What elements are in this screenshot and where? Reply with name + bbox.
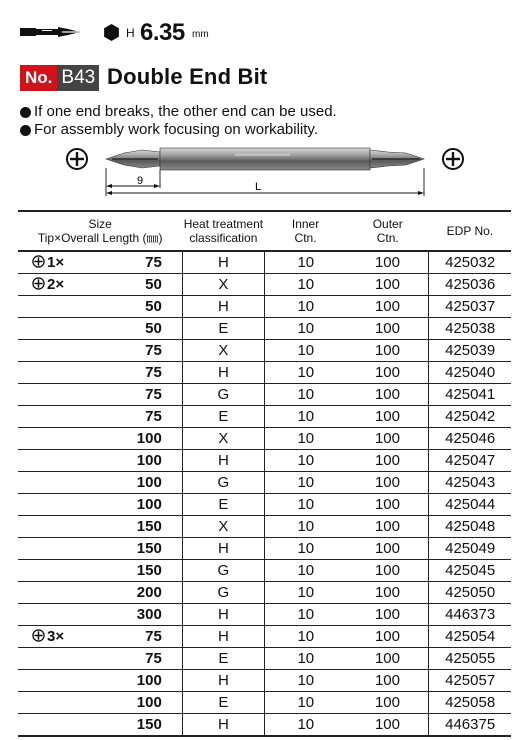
cell-inner: 10: [264, 692, 346, 714]
cell-length: 100: [100, 670, 182, 692]
cell-length: 300: [100, 604, 182, 626]
cell-heat: G: [182, 472, 264, 494]
cell-length: 75: [100, 362, 182, 384]
cell-tip: [18, 714, 100, 737]
cell-edp: 425044: [429, 494, 511, 516]
cell-tip: [18, 318, 100, 340]
cell-tip: [18, 362, 100, 384]
cell-outer: 100: [347, 516, 429, 538]
cell-length: 75: [100, 340, 182, 362]
table-row: [18, 472, 511, 494]
cell-length: 150: [100, 714, 182, 737]
product-title: Double End Bit: [107, 64, 268, 89]
cell-tip: [18, 450, 100, 472]
cell-inner: 10: [264, 494, 346, 516]
cell-length: 150: [100, 560, 182, 582]
tip-size: 1×: [47, 254, 65, 271]
cell-inner: 10: [264, 428, 346, 450]
cell-edp: 425032: [429, 251, 511, 274]
cell-heat: E: [182, 692, 264, 714]
table-row: [18, 714, 511, 737]
cell-inner: 10: [264, 274, 346, 296]
col-header-heat: [182, 211, 264, 251]
cell-edp: 425058: [429, 692, 511, 714]
cell-tip: [18, 494, 100, 516]
table-row: [18, 406, 511, 428]
cell-heat: H: [182, 670, 264, 692]
cell-outer: 100: [347, 251, 429, 274]
cell-edp: 425040: [429, 362, 511, 384]
cell-edp: 425038: [429, 318, 511, 340]
cell-tip: [18, 274, 100, 296]
table-row: [18, 560, 511, 582]
cell-length: 75: [100, 384, 182, 406]
cell-edp: 425046: [429, 428, 511, 450]
cell-heat: H: [182, 296, 264, 318]
dimension-short-label: 9: [136, 175, 144, 187]
feature-item: [20, 103, 337, 121]
cell-outer: 100: [347, 340, 429, 362]
cell-length: 75: [100, 251, 182, 274]
table-row: [18, 516, 511, 538]
cell-heat: H: [182, 714, 264, 737]
header: [0, 0, 525, 60]
cell-heat: X: [182, 516, 264, 538]
dimension-length-label: L: [254, 181, 262, 193]
cell-heat: X: [182, 428, 264, 450]
model-no-label: No.: [20, 65, 57, 91]
cell-inner: 10: [264, 714, 346, 737]
table-row: [18, 670, 511, 692]
model-badge: [20, 65, 99, 91]
cell-tip: [18, 538, 100, 560]
phillips-cross-icon: [67, 149, 87, 169]
double-bit-icon: [20, 24, 88, 40]
tip-size: 3×: [47, 628, 65, 645]
cell-tip: [18, 516, 100, 538]
tip-size: 2×: [47, 276, 65, 293]
cell-outer: 100: [347, 450, 429, 472]
cell-inner: 10: [264, 472, 346, 494]
cell-tip: [18, 340, 100, 362]
cell-outer: 100: [347, 472, 429, 494]
cell-inner: 10: [264, 450, 346, 472]
hex-letter: H: [126, 26, 135, 40]
cell-edp: 425039: [429, 340, 511, 362]
cell-edp: 425043: [429, 472, 511, 494]
feature-list: [20, 103, 337, 139]
table-header-row: [18, 211, 511, 251]
cell-inner: 10: [264, 340, 346, 362]
cell-tip: [18, 692, 100, 714]
cell-edp: 446373: [429, 604, 511, 626]
cell-edp: 425048: [429, 516, 511, 538]
feature-text: For assembly work focusing on workability.: [34, 121, 318, 138]
spec-table: [18, 210, 511, 737]
phillips-cross-icon: [32, 629, 45, 642]
cell-outer: 100: [347, 604, 429, 626]
cell-inner: 10: [264, 251, 346, 274]
col-header-edp-label: EDP No.: [446, 224, 494, 238]
cell-inner: 10: [264, 516, 346, 538]
table-row: [18, 626, 511, 648]
cell-outer: 100: [347, 648, 429, 670]
cell-length: 50: [100, 296, 182, 318]
hex-size-value: 6.35: [140, 19, 185, 46]
cell-inner: 10: [264, 560, 346, 582]
model-code: B43: [57, 65, 99, 91]
cell-edp: 425045: [429, 560, 511, 582]
cell-edp: 425055: [429, 648, 511, 670]
cell-heat: E: [182, 406, 264, 428]
cell-edp: 425049: [429, 538, 511, 560]
cell-outer: 100: [347, 384, 429, 406]
col-header-outer-line1: Outer: [372, 217, 403, 231]
cell-outer: 100: [347, 670, 429, 692]
phillips-cross-icon: [32, 255, 45, 268]
cell-outer: 100: [347, 362, 429, 384]
cell-edp: 425050: [429, 582, 511, 604]
cell-length: 150: [100, 538, 182, 560]
cell-inner: 10: [264, 406, 346, 428]
cell-length: 50: [100, 274, 182, 296]
cell-tip: [18, 296, 100, 318]
cell-tip: [18, 384, 100, 406]
col-header-inner: [264, 211, 346, 251]
cell-outer: 100: [347, 582, 429, 604]
cell-length: 75: [100, 406, 182, 428]
cell-outer: 100: [347, 296, 429, 318]
cell-outer: 100: [347, 538, 429, 560]
cell-length: 200: [100, 582, 182, 604]
table-row: [18, 604, 511, 626]
cell-length: 100: [100, 494, 182, 516]
cell-inner: 10: [264, 362, 346, 384]
table-row: [18, 274, 511, 296]
cell-inner: 10: [264, 538, 346, 560]
table-row: [18, 384, 511, 406]
cell-inner: 10: [264, 670, 346, 692]
bit-drawing: [0, 140, 525, 202]
cell-length: 100: [100, 450, 182, 472]
bullet-icon: [20, 125, 31, 136]
col-header-inner-line2: Ctn.: [294, 231, 317, 245]
cell-tip: [18, 626, 100, 648]
cell-heat: G: [182, 582, 264, 604]
cell-outer: 100: [347, 626, 429, 648]
cell-outer: 100: [347, 406, 429, 428]
cell-tip: [18, 648, 100, 670]
cell-heat: X: [182, 340, 264, 362]
cell-heat: H: [182, 450, 264, 472]
cell-heat: H: [182, 538, 264, 560]
cell-heat: E: [182, 318, 264, 340]
cell-tip: [18, 251, 100, 274]
cell-inner: 10: [264, 384, 346, 406]
cell-heat: H: [182, 362, 264, 384]
col-header-size-line1: Size: [88, 217, 112, 231]
hexagon-icon: [103, 24, 120, 41]
col-header-edp: [429, 211, 511, 251]
cell-outer: 100: [347, 318, 429, 340]
table-row: [18, 428, 511, 450]
cell-outer: 100: [347, 274, 429, 296]
cell-outer: 100: [347, 560, 429, 582]
cell-edp: 425041: [429, 384, 511, 406]
cell-tip: [18, 406, 100, 428]
cell-edp: 425042: [429, 406, 511, 428]
cell-edp: 446375: [429, 714, 511, 737]
cell-heat: G: [182, 384, 264, 406]
cell-edp: 425036: [429, 274, 511, 296]
cell-inner: 10: [264, 318, 346, 340]
cell-inner: 10: [264, 582, 346, 604]
cell-inner: 10: [264, 626, 346, 648]
table-row: [18, 296, 511, 318]
bullet-icon: [20, 107, 31, 118]
cell-tip: [18, 670, 100, 692]
cell-outer: 100: [347, 494, 429, 516]
cell-length: 75: [100, 626, 182, 648]
cell-heat: E: [182, 494, 264, 516]
table-row: [18, 318, 511, 340]
cell-tip: [18, 582, 100, 604]
cell-tip: [18, 560, 100, 582]
cell-tip: [18, 604, 100, 626]
cell-inner: 10: [264, 296, 346, 318]
cell-outer: 100: [347, 714, 429, 737]
col-header-outer-line2: Ctn.: [376, 231, 399, 245]
cell-edp: 425047: [429, 450, 511, 472]
cell-length: 100: [100, 692, 182, 714]
table-row: [18, 340, 511, 362]
phillips-cross-icon: [32, 277, 45, 290]
cell-heat: H: [182, 604, 264, 626]
table-row: [18, 251, 511, 274]
cell-outer: 100: [347, 692, 429, 714]
dimension-lines: [106, 168, 424, 196]
cell-length: 75: [100, 648, 182, 670]
cell-edp: 425054: [429, 626, 511, 648]
col-header-heat-label: Heat treatment classification: [183, 217, 264, 245]
table-row: [18, 692, 511, 714]
cell-length: 100: [100, 472, 182, 494]
cell-edp: 425057: [429, 670, 511, 692]
col-header-inner-line1: Inner: [291, 217, 320, 231]
table-row: [18, 648, 511, 670]
feature-item: [20, 121, 337, 139]
hex-size-unit: mm: [192, 29, 209, 40]
cell-outer: 100: [347, 428, 429, 450]
phillips-cross-icon: [443, 149, 463, 169]
table-row: [18, 582, 511, 604]
table-row: [18, 538, 511, 560]
table-row: [18, 450, 511, 472]
table-row: [18, 362, 511, 384]
cell-heat: X: [182, 274, 264, 296]
cell-heat: E: [182, 648, 264, 670]
col-header-size-line2: Tip×Overall Length (㎜): [37, 231, 163, 245]
col-header-outer: [347, 211, 429, 251]
cell-tip: [18, 472, 100, 494]
cell-length: 100: [100, 428, 182, 450]
feature-text: If one end breaks, the other end can be used.: [34, 103, 337, 120]
table-row: [18, 494, 511, 516]
cell-inner: 10: [264, 648, 346, 670]
cell-inner: 10: [264, 604, 346, 626]
col-header-size: [18, 211, 182, 251]
double-end-bit-image: [106, 148, 424, 170]
table-body: [18, 251, 511, 736]
cell-length: 50: [100, 318, 182, 340]
cell-length: 150: [100, 516, 182, 538]
cell-heat: H: [182, 626, 264, 648]
cell-heat: H: [182, 251, 264, 274]
cell-tip: [18, 428, 100, 450]
cell-edp: 425037: [429, 296, 511, 318]
cell-heat: G: [182, 560, 264, 582]
